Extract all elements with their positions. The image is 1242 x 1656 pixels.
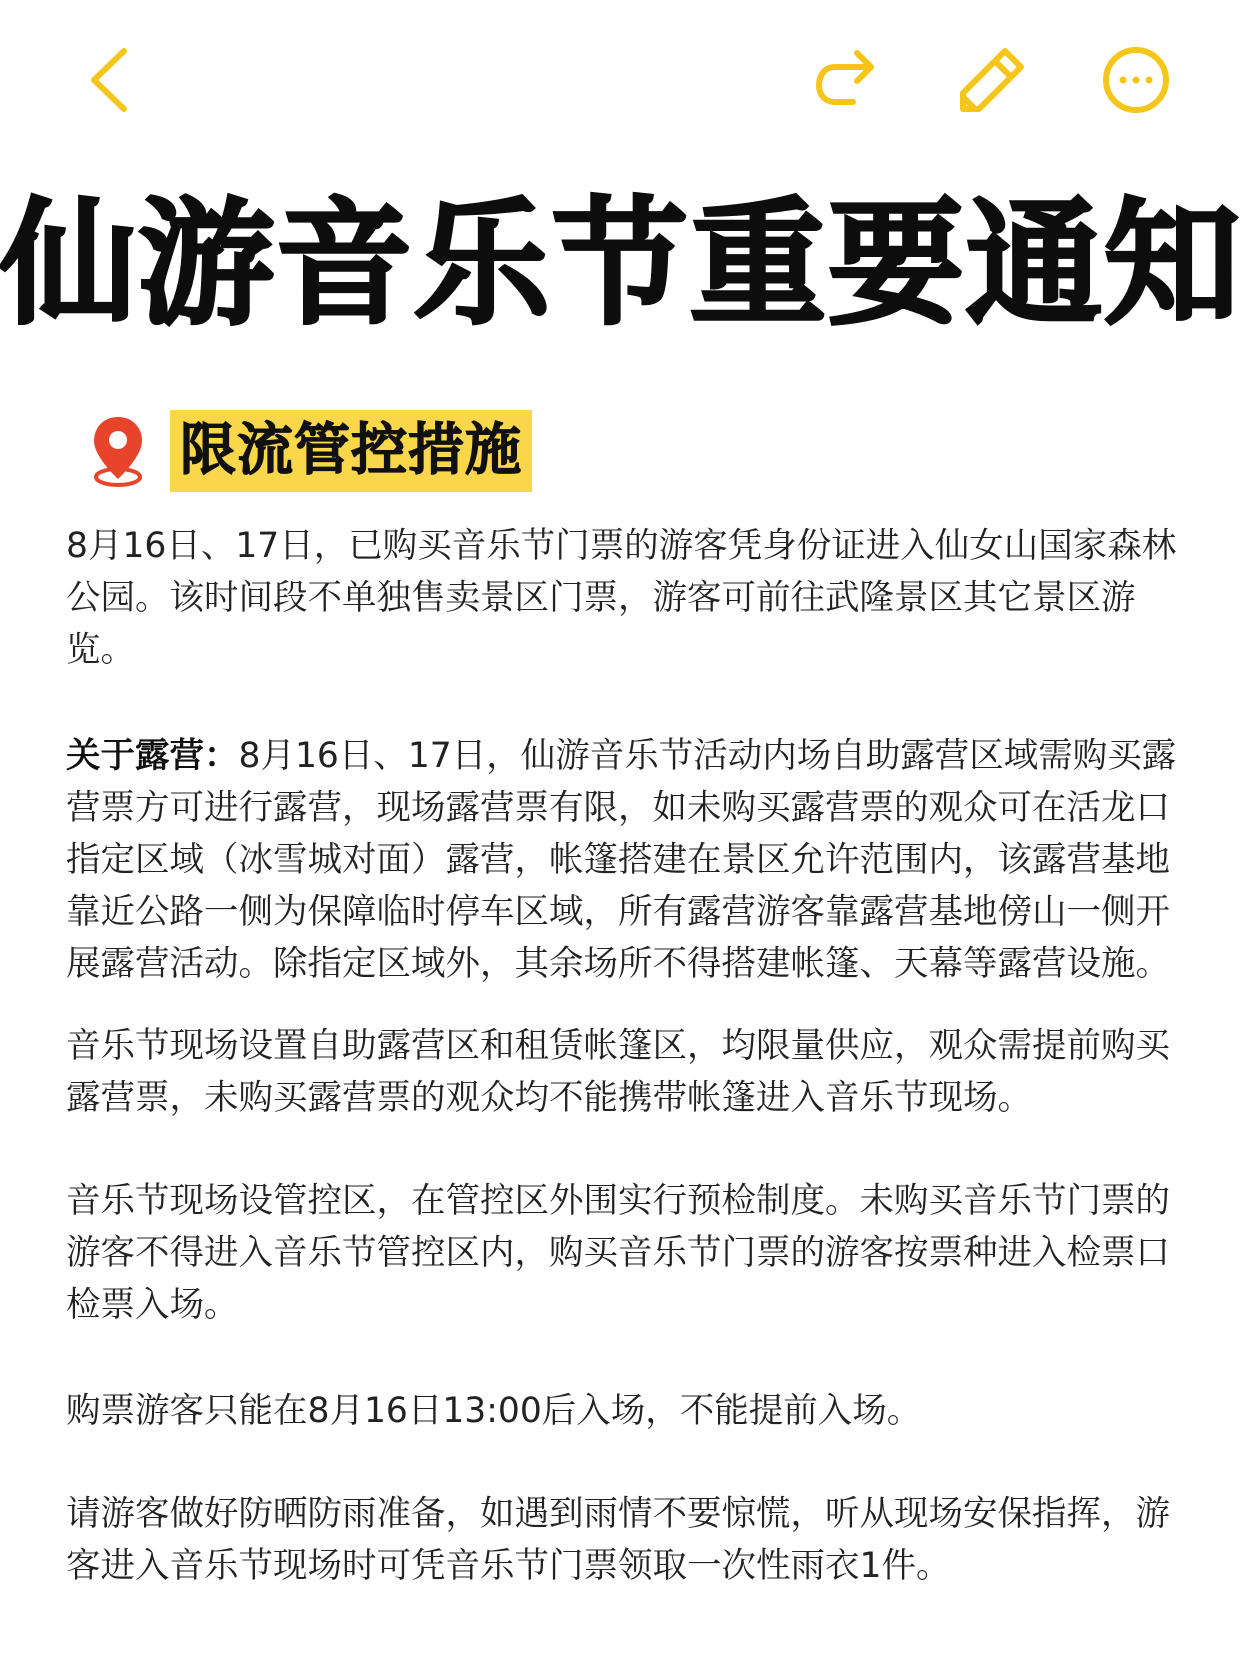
page-title: 仙游音乐节重要通知	[0, 186, 1242, 344]
chevron-left-icon	[80, 45, 140, 115]
camping-label: 关于露营：	[66, 736, 239, 776]
section-heading	[88, 410, 532, 492]
paragraph-entry-time: 购票游客只能在8月16日13:00后入场，不能提前入场。	[66, 1391, 922, 1431]
share-button[interactable]	[808, 40, 888, 120]
more-button[interactable]	[1096, 40, 1176, 120]
back-button[interactable]	[70, 40, 150, 120]
location-pin-icon	[88, 413, 148, 489]
section-label: 限流管控措施	[170, 410, 532, 492]
paragraph-camping	[66, 730, 1186, 990]
pencil-icon	[957, 45, 1027, 115]
top-nav-bar	[0, 0, 1242, 150]
camping-text: 8月16日、17日，仙游音乐节活动内场自助露营区域需购买露营票方可进行露营，现场露营票有限，如未购买露营票的观众可在活龙口指定区域（冰雪城对面）露营，帐篷搭建在景区允许范围内，该露营基地靠近公路一侧为保障临时停车区域，所有露营游客靠露营基地傍山一侧开展露营活动。除指定区域外，其余场所不得搭建帐篷、天幕等露营设施。	[66, 736, 1177, 984]
paragraph-control-area: 音乐节现场设管控区，在管控区外围实行预检制度。未购买音乐节门票的游客不得进入音乐节管控区内，购买音乐节门票的游客按票种进入检票口检票入场。	[66, 1181, 1170, 1325]
more-dots-icon	[1101, 45, 1171, 115]
paragraph-entry-policy: 8月16日、17日，已购买音乐节门票的游客凭身份证进入仙女山国家森林公园。该时间段不单独售卖景区门票，游客可前往武隆景区其它景区游览。	[66, 526, 1177, 670]
paragraph-camping-zones: 音乐节现场设置自助露营区和租赁帐篷区，均限量供应，观众需提前购买露营票，未购买露营票的观众均不能携带帐篷进入音乐节现场。	[66, 1026, 1170, 1118]
share-redo-icon	[813, 45, 883, 115]
paragraph-weather: 请游客做好防晒防雨准备，如遇到雨情不要惊慌，听从现场安保指挥，游客进入音乐节现场时可凭音乐节门票领取一次性雨衣1件。	[66, 1494, 1170, 1586]
edit-button[interactable]	[952, 40, 1032, 120]
